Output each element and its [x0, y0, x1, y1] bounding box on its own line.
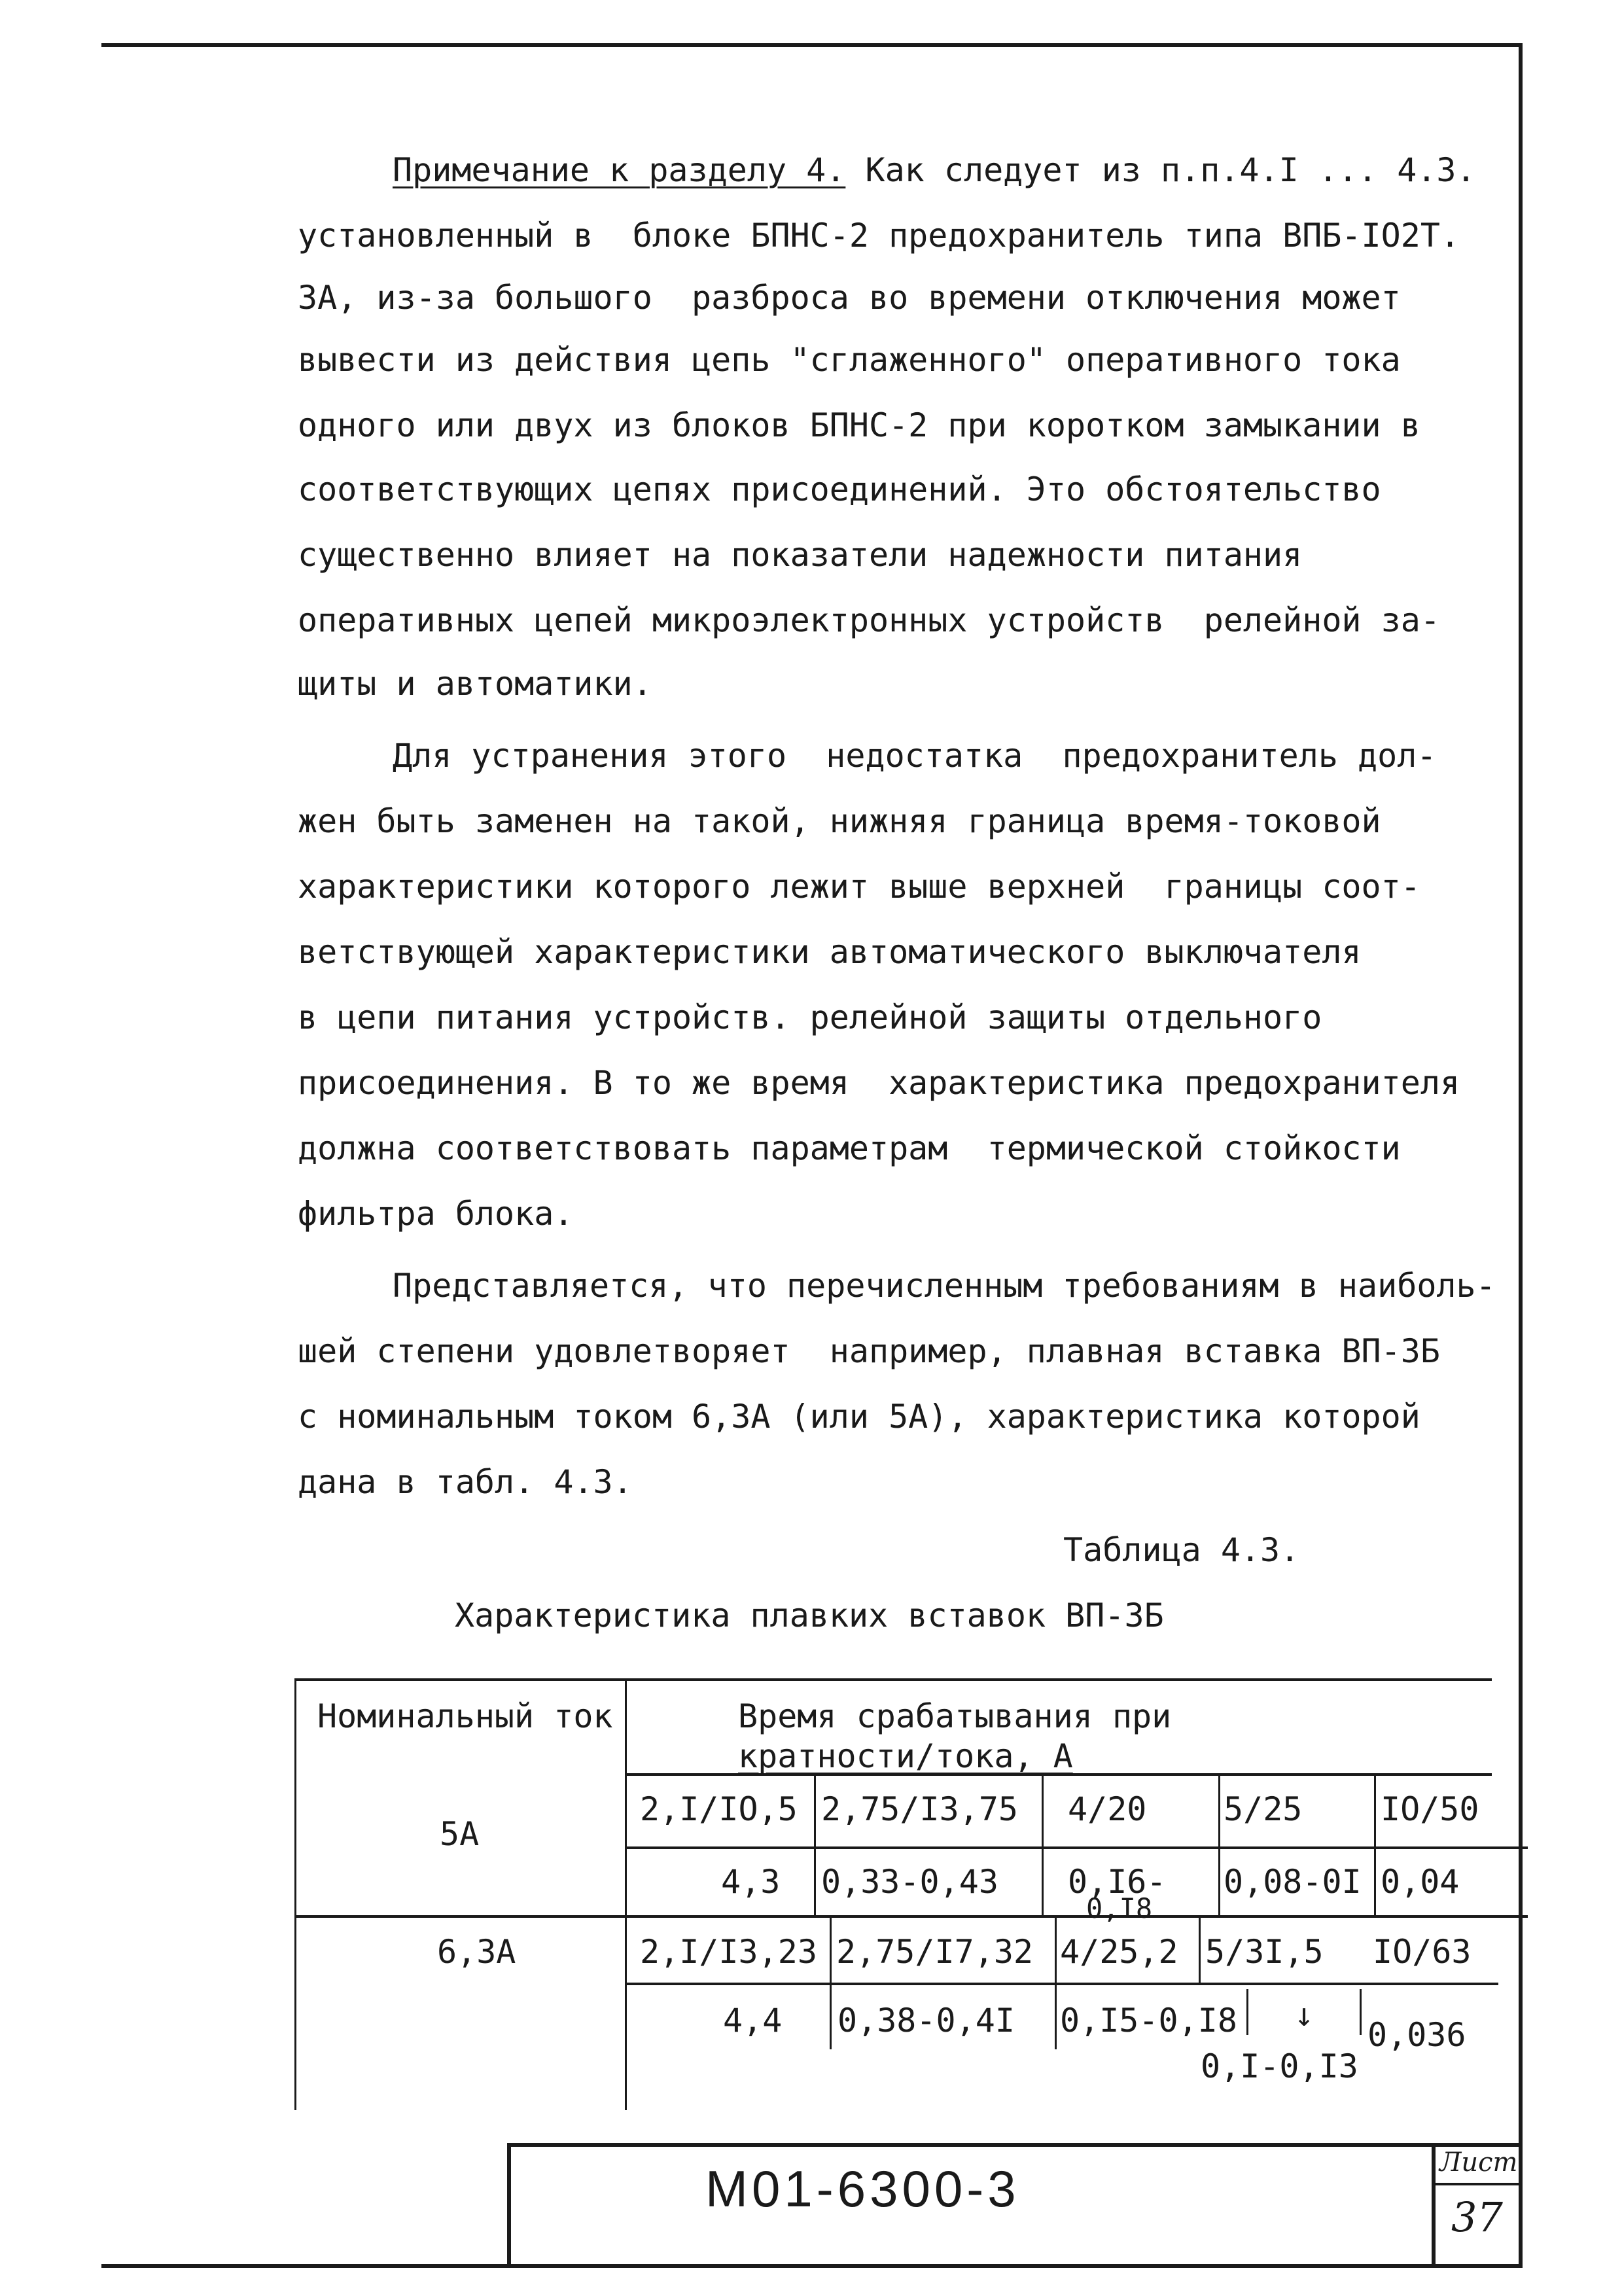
para2-line-6: должна соответствовать параметрам термической стойкости — [298, 1129, 1401, 1167]
row1-time-0: 4,3 — [721, 1863, 781, 1901]
row2-multiple-3: 5/3I,5 — [1205, 1933, 1324, 1971]
note-line-6: существенно влияет на показатели надежности питания — [298, 536, 1303, 574]
row1-divider-3 — [1218, 1773, 1220, 1915]
table-header-time-l1: Время срабатывания при — [738, 1697, 1172, 1735]
para2-line-5: присоединения. В то же время характеристика предохранителя — [298, 1064, 1460, 1102]
note-line-4: одного или двух из блоков БПНС-2 при коротком замыкании в — [298, 406, 1420, 444]
sheet-box-separator — [1432, 2183, 1519, 2185]
row2-time-3: 0,036 — [1367, 2016, 1466, 2054]
row1-time-3: 0,08-0I — [1224, 1863, 1362, 1901]
row1-current: 5А — [440, 1815, 480, 1853]
table-header-time-l2: кратности/тока, А — [738, 1737, 1073, 1775]
note-line-5: соответствующих цепях присоединений. Это обстоятельство — [298, 470, 1381, 508]
row1-multiple-2: 4/20 — [1068, 1790, 1147, 1828]
row1-time-2: 0,I6- — [1068, 1863, 1167, 1901]
row2-time-2: 0,I5-0,I8 — [1060, 2002, 1237, 2040]
row2-divider-2 — [1055, 1915, 1057, 2049]
table-col-divider — [625, 1678, 627, 2110]
row2-divider-1 — [830, 1915, 832, 2049]
row2-time-extra: 0,I-0,I3 — [1201, 2047, 1358, 2085]
note-line-2: 3А, из-за большого разброса во времени отключения может — [298, 279, 1401, 317]
table-top-rule — [294, 1678, 1492, 1681]
row2-time-0: 4,4 — [723, 2002, 783, 2040]
note-line-1: установленный в блоке БПНС-2 предохранитель типа ВПБ-IO2T. — [298, 217, 1460, 255]
document-code: М01-6300-3 — [705, 2160, 1020, 2217]
row1-divider-4 — [1374, 1773, 1376, 1915]
note-line-3: вывести из действия цепь "сглаженного" оперативного тока — [298, 341, 1401, 379]
table-number: Таблица 4.3. — [1063, 1531, 1300, 1569]
para2-line-4: в цепи питания устройств. релейной защиты отдельного — [298, 998, 1322, 1036]
frame-top-border — [101, 43, 1523, 47]
note-first-line — [393, 150, 1476, 190]
para2-line-0: Для устранения этого недостатка предохранитель дол- — [393, 737, 1437, 775]
table-caption: Характеристика плавких вставок ВП-3Б — [455, 1597, 1164, 1634]
note-line-8: щиты и автоматики. — [298, 665, 652, 703]
row1-divider-2 — [1042, 1773, 1044, 1915]
note-line-0: Как следует из п.п.4.I ... 4.3. — [845, 151, 1476, 189]
sheet-label: Лист — [1439, 2147, 1518, 2178]
row2-divider-4 — [1246, 1989, 1248, 2035]
row1-time-2-extra: 0,I8 — [1086, 1892, 1153, 1924]
table-row-separator — [294, 1915, 1528, 1918]
para3-line-3: дана в табл. 4.3. — [298, 1463, 633, 1501]
table-row2-mid-rule — [625, 1983, 1498, 1985]
note-heading: Примечание к разделу 4. — [393, 151, 846, 189]
row2-multiple-2: 4/25,2 — [1060, 1933, 1178, 1971]
table-row1-mid-rule — [625, 1846, 1528, 1849]
para2-line-7: фильтра блока. — [298, 1195, 574, 1233]
para3-line-1: шей степени удовлетворяет например, плавная вставка ВП-3Б — [298, 1332, 1440, 1370]
para2-line-3: ветствующей характеристики автоматического выключателя — [298, 933, 1362, 971]
note-line-7: оперативных цепей микроэлектронных устройств релейной за- — [298, 601, 1440, 639]
row2-divider-5 — [1360, 1989, 1362, 2035]
table-left-border — [294, 1678, 296, 2110]
row1-time-4: 0,04 — [1381, 1863, 1460, 1901]
row2-time-1: 0,38-0,4I — [837, 2002, 1015, 2040]
para2-line-1: жен быть заменен на такой, нижняя граница время-токовой — [298, 802, 1381, 840]
arrow-down-icon: ↓ — [1294, 1996, 1314, 2034]
row2-multiple-0: 2,I/I3,23 — [640, 1933, 817, 1971]
row2-current: 6,3А — [437, 1933, 516, 1971]
frame-right-border — [1519, 43, 1523, 2268]
row1-time-1: 0,33-0,43 — [821, 1863, 998, 1901]
row1-multiple-4: IO/50 — [1381, 1790, 1479, 1828]
para3-line-0: Представляется, что перечисленным требованиям в наиболь- — [393, 1267, 1496, 1305]
table-header-nominal-current: Номинальный ток — [317, 1697, 613, 1735]
sheet-number: 37 — [1451, 2193, 1503, 2241]
row1-divider-1 — [814, 1773, 816, 1915]
row1-multiple-1: 2,75/I3,75 — [821, 1790, 1019, 1828]
row2-multiple-1: 2,75/I7,32 — [836, 1933, 1034, 1971]
row2-divider-3 — [1199, 1915, 1201, 1983]
para2-line-2: характеристики которого лежит выше верхней границы соот- — [298, 868, 1420, 906]
para3-line-2: с номинальным током 6,3А (или 5А), характеристика которой — [298, 1398, 1420, 1436]
row1-multiple-3: 5/25 — [1224, 1790, 1303, 1828]
row2-multiple-4: IO/63 — [1373, 1933, 1472, 1971]
row1-multiple-0: 2,I/IO,5 — [640, 1790, 798, 1828]
